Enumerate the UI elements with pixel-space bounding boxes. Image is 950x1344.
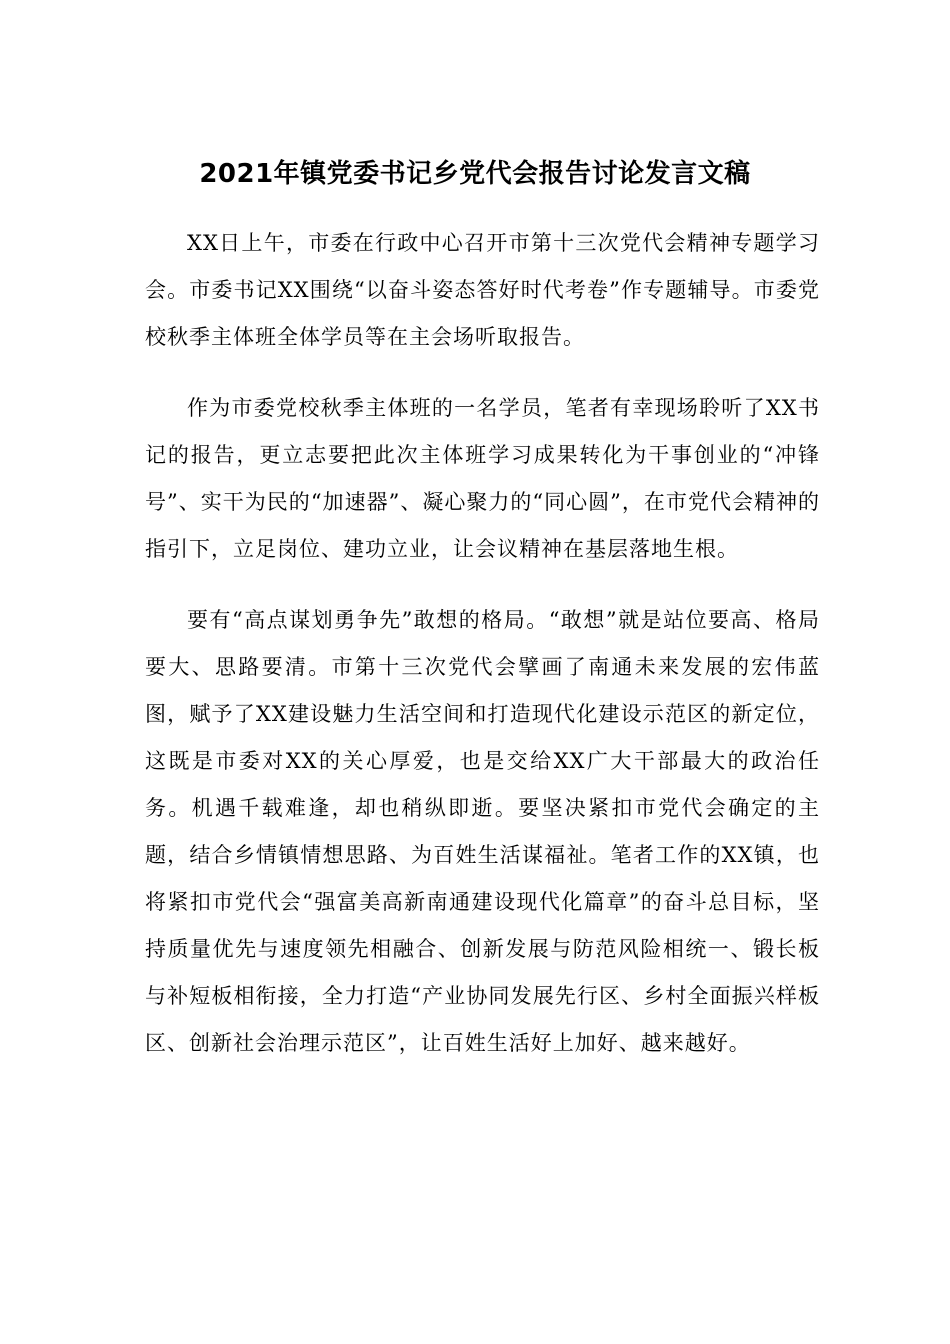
paragraph-3: 要有“高点谋划勇争先”敢想的格局。“敢想”就是站位要高、格局要大、思路要清。市第十三次党代会擘画了南通未来发展的宏伟蓝图，赋予了XX建设魅力生活空间和打造现代化建设示范区的新定位，这既是市委对XX的关心厚爱，也是交给XX广大干部最大的政治任务。机遇千载难逢，却也稍纵即逝。要坚决紧扣市党代会确定的主题，结合乡情镇情想思路、为百姓生活谋福祉。笔者工作的XX镇，也将紧扣市党代会“强富美高新南通建设现代化篇章”的奋斗总目标，坚持质量优先与速度领先相融合、创新发展与防范风险相统一、锻长板与补短板相衔接，全力打造“产业协同发展先行区、乡村全面振兴样板区、创新社会治理示范区”，让百姓生活好上加好、越来越好。: [145, 608, 820, 1055]
paragraph-1: XX日上午，市委在行政中心召开市第十三次党代会精神专题学习会。市委书记XX围绕“以奋斗姿态答好时代考卷”作专题辅导。市委党校秋季主体班全体学员等在主会场听取报告。: [145, 231, 820, 349]
paragraph-2: 作为市委党校秋季主体班的一名学员，笔者有幸现场聆听了XX书记的报告，更立志要把此次主体班学习成果转化为干事创业的“冲锋号”、实干为民的“加速器”、凝心聚力的“同心圆”，在市党代会精神的指引下，立足岗位、建功立业，让会议精神在基层落地生根。: [145, 396, 820, 561]
document-body: [145, 220, 820, 1091]
document-title: 2021年镇党委书记乡党代会报告讨论发言文稿: [199, 159, 751, 189]
